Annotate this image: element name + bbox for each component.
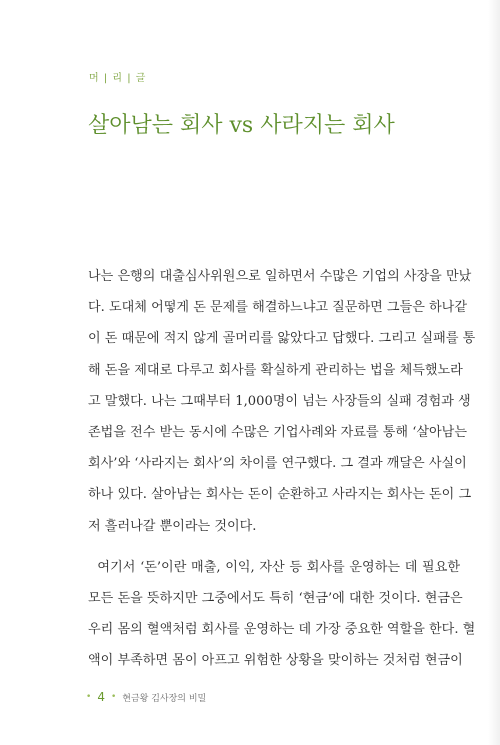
- text-line: 나는 은행의 대출심사위원으로 일하면서 수많은 기업의 사장을 만났: [88, 269, 472, 284]
- paragraph-1: [88, 261, 476, 542]
- text-line: 존법을 전수 받는 동시에 수많은 기업사례와 자료를 통해 ‘살아남는: [88, 424, 467, 440]
- body-text: [88, 261, 476, 676]
- text-line: 액이 부족하면 몸이 아프고 위험한 상황을 맞이하는 것처럼 현금이: [88, 653, 463, 669]
- page-number: 4: [97, 690, 105, 704]
- text-line: 해 돈을 제대로 다루고 회사를 확실하게 관리하는 법을 체득했노라: [88, 362, 463, 378]
- paragraph-gap: [88, 542, 460, 552]
- text-line: 우리 몸의 혈액처럼 회사를 운영하는 데 가장 중요한 역할을 한다. 혈: [88, 622, 476, 638]
- text-line: 저 흘러나갈 뿐이라는 것이다.: [88, 518, 257, 534]
- paragraph-2: [88, 552, 476, 677]
- text-line: 이 돈 때문에 적지 않게 골머리를 앓았다고 답했다. 그리고 실패를 통: [88, 331, 476, 347]
- page-footer: [86, 690, 206, 704]
- bullet-icon: •: [110, 692, 117, 702]
- text-line: 고 말했다. 나는 그때부터 1,000명이 넘는 사장들의 실패 경험과 생: [88, 393, 471, 409]
- chapter-title: 살아남는 회사 vs 사라지는 회사: [88, 113, 395, 138]
- text-line: 회사’와 ‘사라지는 회사’의 차이를 연구했다. 그 결과 깨달은 사실이: [88, 456, 467, 472]
- bullet-icon: •: [86, 692, 92, 702]
- text-line: 다. 도대체 어떻게 돈 문제를 해결하느냐고 질문하면 그들은 하나같: [88, 300, 467, 316]
- book-title: 현금왕 김사장의 비밀: [122, 693, 207, 704]
- text-line: 하나 있다. 살아남는 회사는 돈이 순환하고 사라지는 회사는 돈이 그: [88, 487, 472, 503]
- text-line: 모든 돈을 뜻하지만 그중에서도 특히 ‘현금’에 대한 것이다. 현금은: [88, 590, 463, 606]
- text-line: 여기서 ‘돈’이란 매출, 이익, 자산 등 회사를 운영하는 데 필요한: [88, 559, 460, 575]
- section-label: 머 | 리 | 글: [89, 73, 147, 84]
- page-edge-shadow: [488, 0, 500, 745]
